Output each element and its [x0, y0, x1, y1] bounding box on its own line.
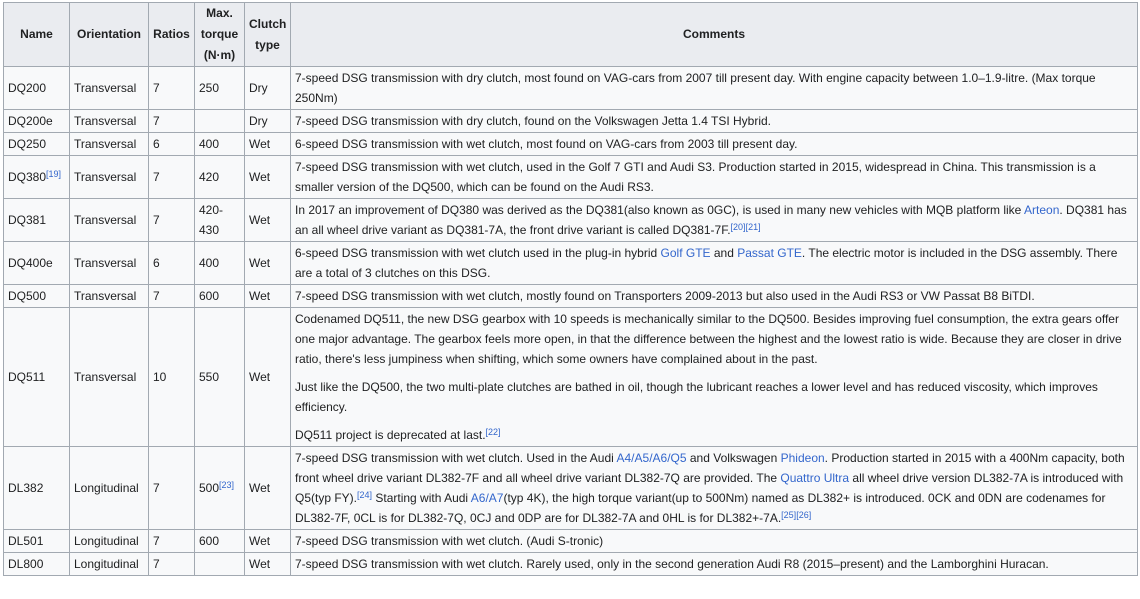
cell-torque: 250: [195, 67, 245, 110]
cell-ratios: 7: [149, 285, 195, 308]
cell-orientation: Longitudinal: [70, 447, 149, 530]
cell-torque: 600: [195, 530, 245, 553]
cell-ratios: 7: [149, 530, 195, 553]
cell-comment: 7-speed DSG transmission with dry clutch, found on the Volkswagen Jetta 1.4 TSI Hybrid.: [291, 110, 1138, 133]
header-row: [4, 3, 1138, 67]
cell-comment: 7-speed DSG transmission with wet clutch. Rarely used, only in the second generation Audi R8 (2015–present) and the Lamborghini Huracan.: [291, 553, 1138, 576]
cell-ratios: 10: [149, 308, 195, 447]
col-header-orientation[interactable]: Orientation: [70, 3, 149, 67]
table-row: [4, 285, 1138, 308]
col-header-clutch-type[interactable]: Clutch type: [245, 3, 291, 67]
cell-comment: 7-speed DSG transmission with wet clutch, used in the Golf 7 GTI and Audi S3. Production started in 2015, widespread in China. This transmission is a smaller version of the DQ500, which can be found on the Audi RS3.: [291, 156, 1138, 199]
comment-paragraph: DQ511 project is deprecated at last.[22]: [295, 427, 501, 442]
cell-clutch: Wet: [245, 242, 291, 285]
table-row: [4, 133, 1138, 156]
cell-orientation: Transversal: [70, 308, 149, 447]
col-header-comments[interactable]: Comments: [291, 3, 1138, 67]
cell-comment: 6-speed DSG transmission with wet clutch, most found on VAG-cars from 2003 till present day.: [291, 133, 1138, 156]
cell-comment: 7-speed DSG transmission with dry clutch, most found on VAG-cars from 2007 till present day. With engine capacity between 1.0–1.9-litre. (Max torque 250Nm): [291, 67, 1138, 110]
cell-name: DL800: [4, 553, 70, 576]
cell-orientation: Transversal: [70, 133, 149, 156]
cell-name: DL501: [4, 530, 70, 553]
col-header-ratios[interactable]: Ratios: [149, 3, 195, 67]
cell-name: DQ200: [4, 67, 70, 110]
cell-clutch: Wet: [245, 156, 291, 199]
reference-link[interactable]: [26]: [796, 510, 812, 520]
table-row: [4, 242, 1138, 285]
cell-clutch: Wet: [245, 553, 291, 576]
cell-name: DQ380[19]: [4, 156, 70, 199]
cell-name: DQ200e: [4, 110, 70, 133]
cell-torque: 500[23]: [195, 447, 245, 530]
reference-link[interactable]: [22]: [485, 427, 501, 437]
cell-comment: [291, 308, 1138, 447]
reference-link[interactable]: [23]: [219, 480, 235, 490]
reference-link[interactable]: [20]: [730, 222, 746, 232]
cell-torque: [195, 553, 245, 576]
link-phideon[interactable]: Phideon: [780, 451, 825, 465]
cell-comment: 7-speed DSG transmission with wet clutch. (Audi S-tronic): [291, 530, 1138, 553]
cell-torque: 600: [195, 285, 245, 308]
col-header-name[interactable]: Name: [4, 3, 70, 67]
table-row: [4, 553, 1138, 576]
cell-ratios: 6: [149, 133, 195, 156]
cell-ratios: 6: [149, 242, 195, 285]
table-row: [4, 67, 1138, 110]
cell-torque: [195, 110, 245, 133]
cell-torque: 420: [195, 156, 245, 199]
table-row: [4, 447, 1138, 530]
reference-link[interactable]: [21]: [745, 222, 761, 232]
cell-name: DQ500: [4, 285, 70, 308]
cell-ratios: 7: [149, 67, 195, 110]
cell-clutch: Wet: [245, 285, 291, 308]
comment-paragraph: Codenamed DQ511, the new DSG gearbox with 10 speeds is mechanically similar to the DQ500. Besides improving fuel consumption, the extra gears offer one major advantage. The gearbox feels more open, in that the difference between the highest and the lowest ratio is wide. Because they are closer in drive ratio, there's less jumpiness when shifting, which some owners have complained about in the past.: [295, 312, 1122, 366]
cell-torque: 400: [195, 133, 245, 156]
cell-orientation: Transversal: [70, 156, 149, 199]
link-a6-a7[interactable]: A6/A7: [470, 491, 504, 505]
col-header-max-torque[interactable]: Max. torque (N·m): [195, 3, 245, 67]
cell-orientation: Transversal: [70, 110, 149, 133]
cell-orientation: Longitudinal: [70, 530, 149, 553]
link-arteon[interactable]: Arteon: [1024, 203, 1060, 217]
reference-link[interactable]: [25]: [781, 510, 797, 520]
cell-orientation: Transversal: [70, 242, 149, 285]
cell-ratios: 7: [149, 447, 195, 530]
cell-comment: 6-speed DSG transmission with wet clutch used in the plug-in hybrid Golf GTE and Passat GTE. The electric motor is included in the DSG assembly. There are a total of 3 clutches on this DSG.: [291, 242, 1138, 285]
reference-link[interactable]: [19]: [46, 169, 62, 179]
link-quattro-ultra[interactable]: Quattro Ultra: [780, 471, 850, 485]
cell-name: DQ511: [4, 308, 70, 447]
reference-link[interactable]: [24]: [357, 490, 373, 500]
cell-clutch: Wet: [245, 308, 291, 447]
table-row: [4, 530, 1138, 553]
cell-comment: 7-speed DSG transmission with wet clutch. Used in the Audi A4/A5/A6/Q5 and Volkswagen Phideon. Production started in 2015 with a 400Nm capacity, both front wheel drive variant DL382-7F and all wheel drive variant DL382-7Q are provided. The Quattro Ultra all wheel drive version DL382-7A is introduced with Q5(typ FY).[24] Starting with Audi A6/A7(typ 4K), the high torque variant(up to 500Nm) named as DL382+ is introduced. 0CK and 0DN are codenames for DL382-7F, 0CL is for DL382-7Q, 0CJ and 0DP are for DL382-7A and 0HL is for DL382+-7A.[25][26]: [291, 447, 1138, 530]
table-row: [4, 156, 1138, 199]
cell-comment: In 2017 an improvement of DQ380 was derived as the DQ381(also known as 0GC), is used in many new vehicles with MQB platform like Arteon. DQ381 has an all wheel drive variant as DQ381-7A, the front drive variant is called DQ381-7F.[20][21]: [291, 199, 1138, 242]
table-row: [4, 199, 1138, 242]
cell-ratios: 7: [149, 156, 195, 199]
cell-name: DQ250: [4, 133, 70, 156]
cell-ratios: 7: [149, 110, 195, 133]
dsg-transmissions-table: [3, 2, 1138, 576]
cell-ratios: 7: [149, 199, 195, 242]
cell-comment: 7-speed DSG transmission with wet clutch, mostly found on Transporters 2009-2013 but also used in the Audi RS3 or VW Passat B8 BiTDI.: [291, 285, 1138, 308]
cell-clutch: Wet: [245, 530, 291, 553]
cell-ratios: 7: [149, 553, 195, 576]
cell-orientation: Longitudinal: [70, 553, 149, 576]
comment-paragraph: Just like the DQ500, the two multi-plate clutches are bathed in oil, though the lubricant reaches a lower level and has reduced viscosity, which improves efficiency.: [295, 380, 1098, 414]
link-audi-models[interactable]: A4/A5/A6/Q5: [616, 451, 687, 465]
cell-clutch: Wet: [245, 199, 291, 242]
cell-clutch: Wet: [245, 133, 291, 156]
table-row: [4, 308, 1138, 447]
cell-orientation: Transversal: [70, 67, 149, 110]
cell-orientation: Transversal: [70, 199, 149, 242]
cell-clutch: Dry: [245, 110, 291, 133]
cell-name: DL382: [4, 447, 70, 530]
cell-torque: 550: [195, 308, 245, 447]
cell-clutch: Dry: [245, 67, 291, 110]
link-passat-gte[interactable]: Passat GTE: [737, 246, 802, 260]
cell-torque: 400: [195, 242, 245, 285]
cell-orientation: Transversal: [70, 285, 149, 308]
cell-torque: 420-430: [195, 199, 245, 242]
link-golf-gte[interactable]: Golf GTE: [660, 246, 711, 260]
cell-clutch: Wet: [245, 447, 291, 530]
cell-name: DQ381: [4, 199, 70, 242]
table-row: [4, 110, 1138, 133]
cell-name: DQ400e: [4, 242, 70, 285]
